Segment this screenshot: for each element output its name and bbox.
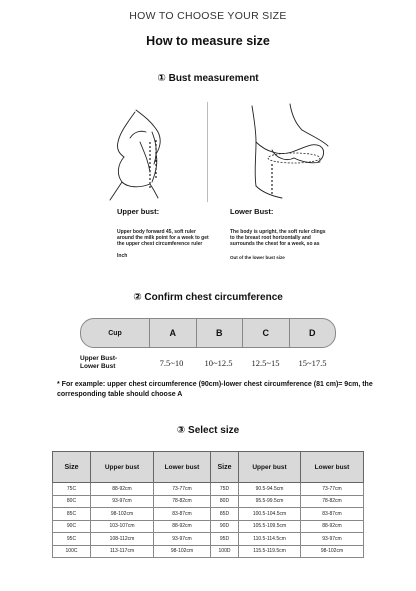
- table-cell: 78-82cm: [301, 495, 364, 508]
- lower-bust-desc: [230, 229, 326, 247]
- table-cell: 100D: [211, 545, 239, 558]
- table-cell: 88-92cm: [91, 483, 154, 496]
- table-cell: 83-87cm: [301, 508, 364, 521]
- table-cell: 78-82cm: [154, 495, 211, 508]
- section-title-confirm: ② Confirm chest circumference: [133, 292, 283, 303]
- table-cell: 83-87cm: [154, 508, 211, 521]
- table-cell: 75D: [211, 483, 239, 496]
- column-header: Upper bust: [239, 452, 301, 483]
- table-row: [53, 495, 364, 508]
- table-cell: 80C: [53, 495, 91, 508]
- cup-header-row: [80, 318, 336, 348]
- cup-header-cell: B: [196, 319, 243, 347]
- table-cell: 90C: [53, 520, 91, 533]
- table-cell: 115.5-119.5cm: [239, 545, 301, 558]
- column-header: Lower bust: [154, 452, 211, 483]
- table-cell: 98-102cm: [91, 508, 154, 521]
- table-cell: 80D: [211, 495, 239, 508]
- cup-range-cell: 10~12.5: [204, 358, 233, 368]
- table-cell: 93-97cm: [91, 495, 154, 508]
- size-table-header: [53, 452, 364, 483]
- upper-bust-illustration: [100, 102, 190, 202]
- table-cell: 73-77cm: [301, 483, 364, 496]
- range-row-label-line: Upper Bust-: [80, 355, 118, 362]
- lower-bust-desc-line: surrounds the chest for a week, so as: [230, 241, 320, 247]
- table-cell: 88-92cm: [154, 520, 211, 533]
- cup-range-row: [80, 348, 336, 378]
- table-cell: 98-102cm: [301, 545, 364, 558]
- table-cell: 93-97cm: [154, 533, 211, 546]
- cup-range-cell: 7.5~10: [159, 358, 184, 368]
- column-header: Size: [53, 452, 91, 483]
- table-cell: 93-97cm: [301, 533, 364, 546]
- upper-bust-desc-line: the upper chest circumference ruler: [117, 241, 203, 247]
- lower-bust-desc-line: The body is upright, the soft ruler clings: [230, 229, 326, 235]
- cup-range-cell: 15~17.5: [298, 358, 327, 368]
- lower-bust-illustration: [232, 102, 342, 202]
- range-row-label-line: Lower Bust: [80, 363, 116, 370]
- cup-label: Cup: [108, 329, 122, 337]
- table-cell: 103-107cm: [91, 520, 154, 533]
- table-cell: 95D: [211, 533, 239, 546]
- table-row: [53, 520, 364, 533]
- table-cell: 88-92cm: [301, 520, 364, 533]
- lower-bust-desc-line: to the breast root horizontally and: [230, 235, 311, 241]
- section-title-bust: ① Bust measurement: [157, 73, 259, 84]
- cup-table: [80, 318, 336, 378]
- page-title: How to measure size: [146, 34, 270, 48]
- upper-bust-unit: Inch: [117, 253, 128, 259]
- table-cell: 100C: [53, 545, 91, 558]
- column-header: Size: [211, 452, 239, 483]
- table-cell: 113-117cm: [91, 545, 154, 558]
- table-cell: 95C: [53, 533, 91, 546]
- range-row-label: [80, 355, 148, 371]
- upper-bust-desc: [117, 229, 209, 247]
- lower-bust-note: Out of the lower bust size: [230, 255, 285, 260]
- upper-bust-title: Upper bust:: [117, 207, 160, 216]
- cup-header-cell: A: [149, 319, 196, 347]
- table-cell: 108-112cm: [91, 533, 154, 546]
- top-title: HOW TO CHOOSE YOUR SIZE: [129, 10, 287, 22]
- upper-bust-desc-line: around the milk point for a week to get: [117, 235, 209, 241]
- table-row: [53, 533, 364, 546]
- table-cell: 90D: [211, 520, 239, 533]
- table-row: [53, 545, 364, 558]
- table-cell: 85D: [211, 508, 239, 521]
- table-cell: 73-77cm: [154, 483, 211, 496]
- column-header: Lower bust: [301, 452, 364, 483]
- table-cell: 85C: [53, 508, 91, 521]
- section-title-select: ③ Select size: [176, 425, 240, 436]
- table-row: [53, 483, 364, 496]
- cup-range-cell: 12.5~15: [251, 358, 280, 368]
- lower-bust-title: Lower Bust:: [230, 207, 274, 216]
- column-header: Upper bust: [91, 452, 154, 483]
- size-table: [52, 451, 364, 558]
- illustration-divider: [207, 102, 208, 202]
- table-cell: 95.5-99.5cm: [239, 495, 301, 508]
- table-cell: 98-102cm: [154, 545, 211, 558]
- table-cell: 75C: [53, 483, 91, 496]
- cup-header-cell: C: [242, 319, 289, 347]
- table-cell: 110.5-114.5cm: [239, 533, 301, 546]
- table-cell: 100.5-104.5cm: [239, 508, 301, 521]
- table-row: [53, 508, 364, 521]
- table-cell: 105.5-109.5cm: [239, 520, 301, 533]
- table-cell: 90.5-94.5cm: [239, 483, 301, 496]
- example-note: * For example: upper chest circumference (90cm)-lower chest circumference (81 cm)= 9cm, the corresponding table should choose A: [57, 381, 373, 398]
- cup-header-cell: D: [289, 319, 336, 347]
- upper-bust-desc-line: Upper body forward 45, soft ruler: [117, 229, 196, 235]
